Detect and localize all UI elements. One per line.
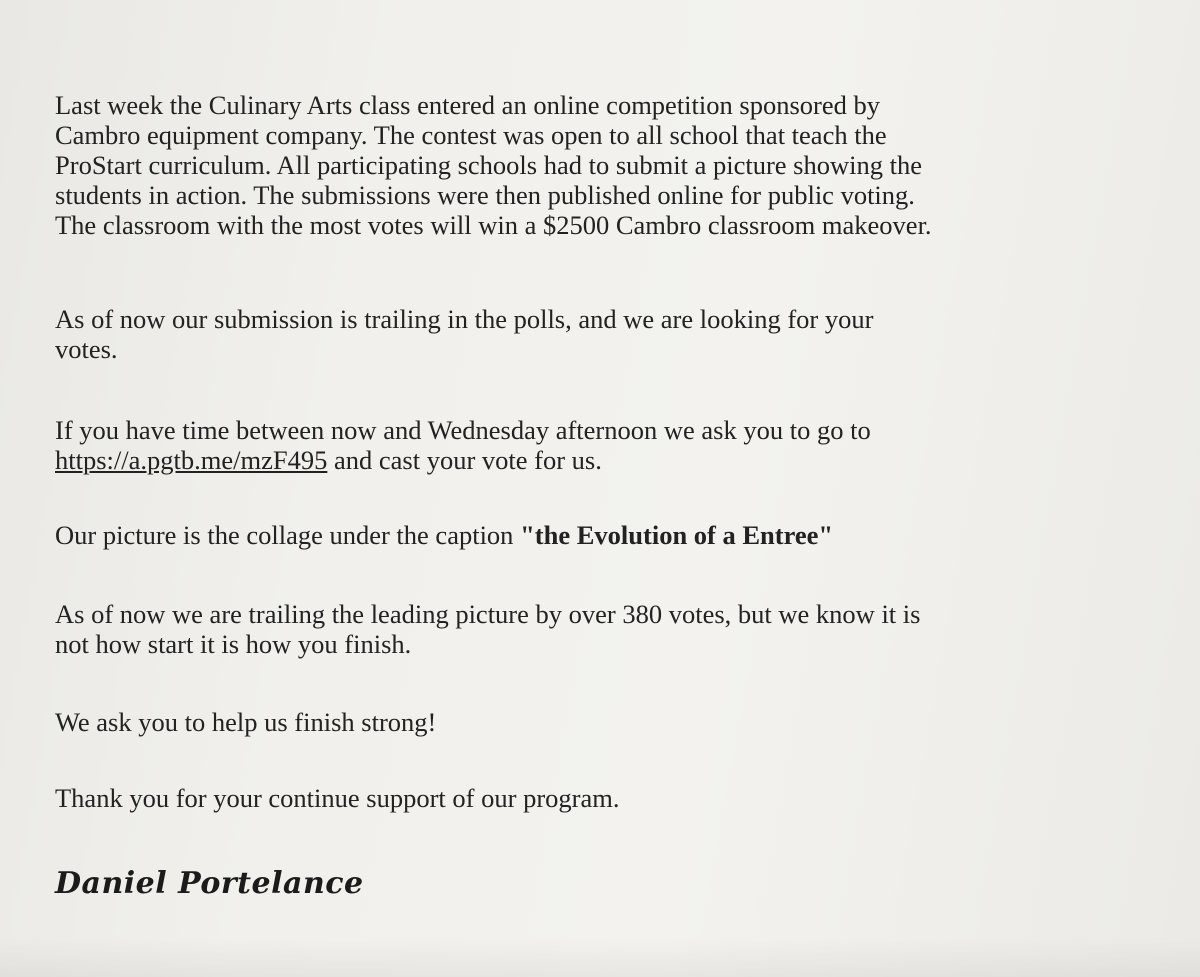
text-line: The classroom with the most votes will win a $2500 Cambro classroom makeover. (55, 210, 932, 240)
paragraph-thank-you (55, 783, 619, 813)
text-line: We ask you to help us finish strong! (55, 707, 437, 737)
text-line: not how start it is how you finish. (55, 629, 412, 659)
paragraph-trailing (55, 304, 873, 364)
text-line: Thank you for your continue support of our program. (55, 783, 620, 813)
text-line (55, 520, 833, 550)
text-line: As of now our submission is trailing in the polls, and we are looking for your (55, 304, 874, 334)
paragraph-competition (55, 90, 932, 240)
caption-title: "the Evolution of a Entree" (520, 520, 834, 550)
link-trailing-text: and cast your vote for us. (327, 445, 602, 475)
text-line: If you have time between now and Wednesday afternoon we ask you to go to (55, 415, 871, 445)
paragraph-vote-gap (55, 599, 920, 659)
vote-link[interactable]: https://a.pgtb.me/mzF495 (55, 445, 328, 475)
text-line: ProStart curriculum. All participating schools had to submit a picture showing the (55, 150, 922, 180)
signature: Daniel Portelance (55, 866, 364, 901)
text-line: As of now we are trailing the leading picture by over 380 votes, but we know it is (55, 599, 921, 629)
paragraph-caption (55, 520, 833, 550)
text-line: Cambro equipment company. The contest was open to all school that teach the (55, 120, 887, 150)
text-line: Last week the Culinary Arts class entered an online competition sponsored by (55, 90, 880, 120)
caption-intro: Our picture is the collage under the caption (55, 520, 521, 550)
text-line: students in action. The submissions were then published online for public voting. (55, 180, 915, 210)
paragraph-vote-request (55, 415, 871, 475)
text-line (55, 445, 871, 475)
text-line: votes. (55, 334, 118, 364)
paragraph-finish-strong (55, 707, 436, 737)
